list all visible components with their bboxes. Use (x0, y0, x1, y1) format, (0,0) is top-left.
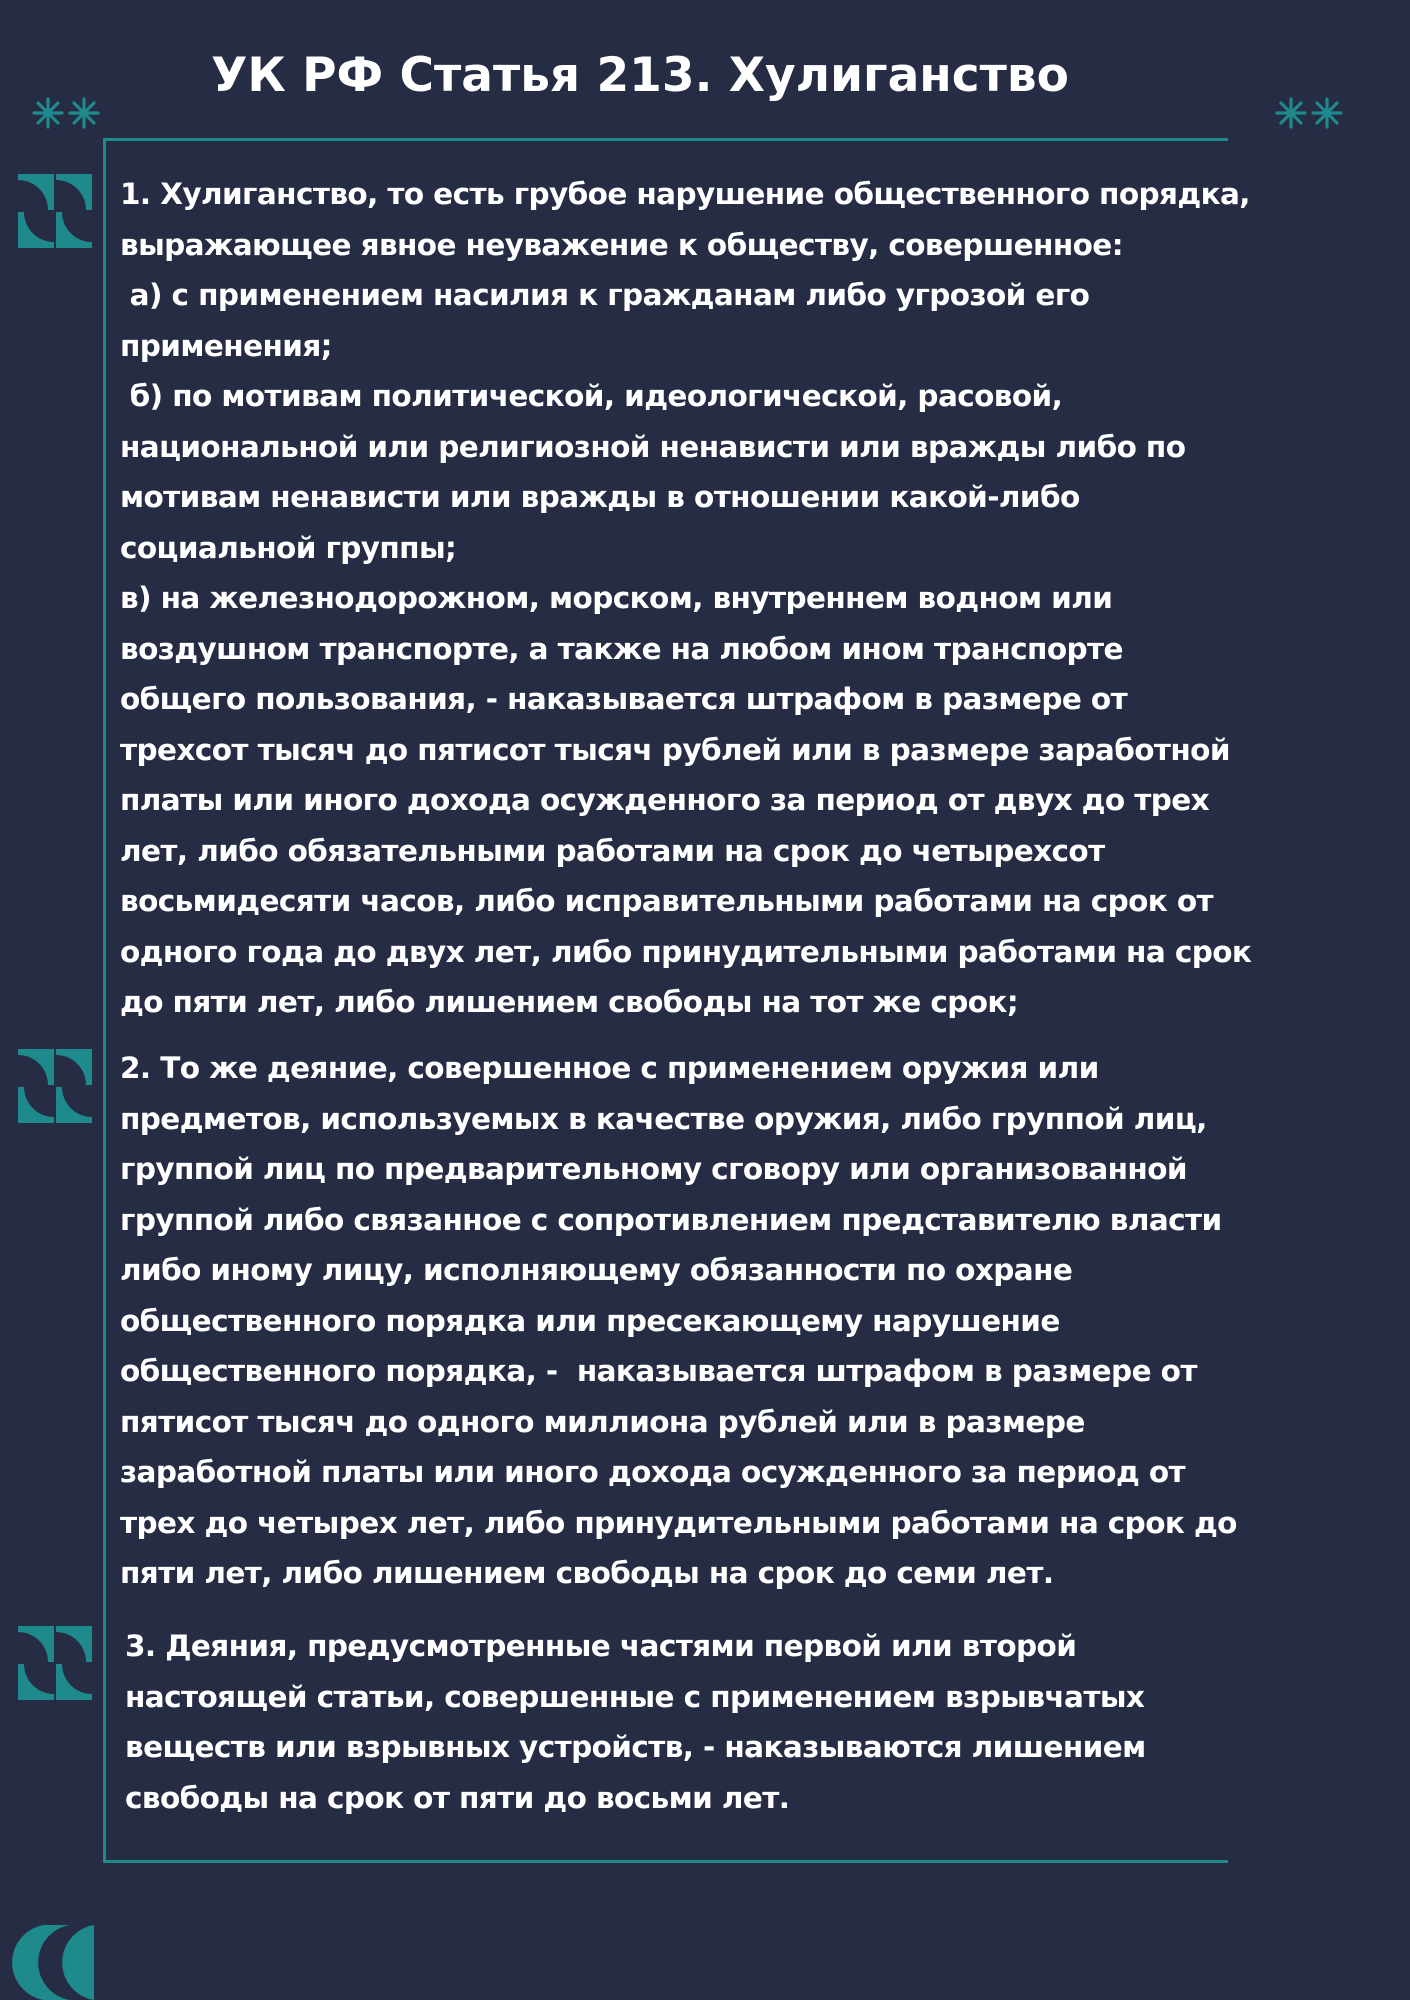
text-line: либо иному лицу, исполняющему обязанности по охране (120, 1253, 1073, 1287)
text-line: пяти лет, либо лишением свободы на срок до семи лет. (120, 1556, 1054, 1590)
article-part-2 (120, 1043, 1237, 1599)
text-line: 1. Хулиганство, то есть грубое нарушение общественного порядка, (120, 177, 1250, 211)
asterisk-burst-icon (1273, 96, 1345, 130)
text-line: веществ или взрывных устройств, - наказываются лишением (125, 1730, 1146, 1764)
text-line: общественного порядка или пресекающему нарушение (120, 1303, 1060, 1338)
text-line: лет, либо обязательными работами на срок до четырехсот (120, 833, 1105, 868)
text-line: трехсот тысяч до пятисот тысяч рублей или в размере заработной (120, 732, 1230, 767)
text-line: б) по мотивам политической, идеологической, расовой, (120, 379, 1063, 413)
text-line: группой либо связанное с сопротивлением представителю власти (120, 1202, 1222, 1237)
asterisk-burst-icon (30, 96, 102, 130)
text-line: мотивам ненависти или вражды в отношении какой-либо (120, 480, 1080, 514)
quote-mark-icon (18, 174, 92, 248)
frame-left-divider (103, 138, 106, 1863)
text-line: заработной платы или иного дохода осужденного за период от (120, 1455, 1186, 1489)
text-line: общего пользования, - наказывается штрафом в размере от (120, 682, 1128, 716)
frame-bottom-divider (103, 1860, 1228, 1863)
text-line: одного года до двух лет, либо принудительными работами на срок (120, 934, 1252, 969)
text-line: свободы на срок от пяти до восьми лет. (125, 1780, 790, 1815)
quote-mark-icon (18, 1626, 92, 1700)
text-line: восьмидесяти часов, либо исправительными работами на срок от (120, 884, 1214, 918)
article-part-3 (125, 1621, 1146, 1823)
text-line: трех до четырех лет, либо принудительными работами на срок до (120, 1505, 1237, 1540)
frame-top-divider (103, 138, 1228, 141)
text-line: платы или иного дохода осужденного за период от двух до трех (120, 783, 1210, 817)
quote-mark-icon (18, 1049, 92, 1123)
text-line: воздушном транспорте, а также на любом ином транспорте (120, 631, 1123, 666)
text-line: 2. То же деяние, совершенное с применением оружия или (120, 1051, 1099, 1085)
text-line: настоящей статьи, совершенные с применением взрывчатых (125, 1679, 1145, 1714)
text-line: национальной или религиозной ненависти или вражды либо по (120, 429, 1186, 464)
text-line: 3. Деяния, предусмотренные частями первой или второй (125, 1629, 1077, 1663)
text-line: социальной группы; (120, 530, 457, 565)
text-line: а) с применением насилия к гражданам либо угрозой его (120, 278, 1090, 312)
page-title: УК РФ Статья 213. Хулиганство (211, 48, 1069, 103)
text-line: группой лиц по предварительному сговору или организованной (120, 1152, 1187, 1186)
text-line: пятисот тысяч до одного миллиона рублей или в размере (120, 1404, 1085, 1439)
text-line: общественного порядка, - наказывается штрафом в размере от (120, 1354, 1197, 1388)
text-line: до пяти лет, либо лишением свободы на тот же срок; (120, 985, 1019, 1019)
open-quote-icon (0, 1925, 110, 2000)
text-line: применения; (120, 328, 332, 363)
text-line: в) на железнодорожном, морском, внутреннем водном или (120, 581, 1113, 615)
text-line: предметов, используемых в качестве оружия, либо группой лиц, (120, 1101, 1207, 1136)
article-part-1 (120, 169, 1251, 1028)
text-line: выражающее явное неуважение к обществу, совершенное: (120, 227, 1123, 262)
